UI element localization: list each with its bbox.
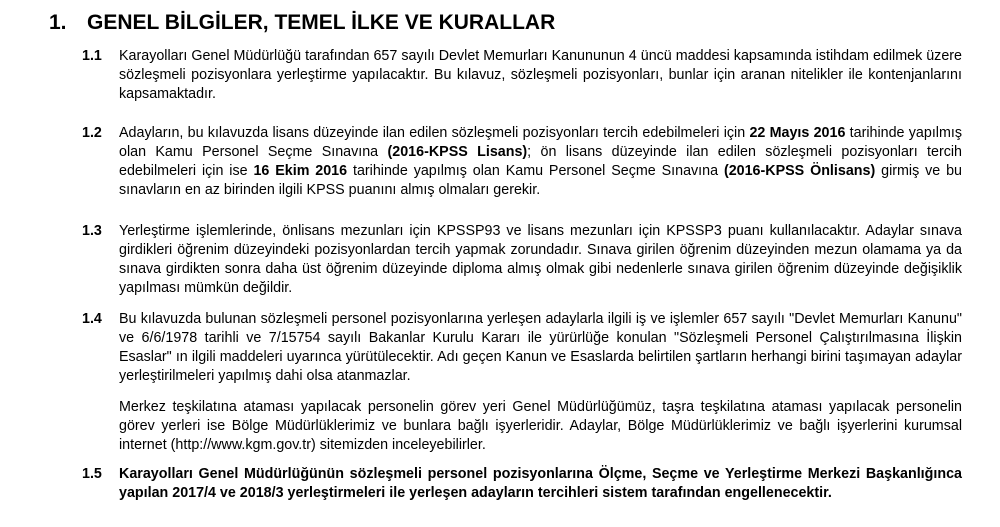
paragraph-text: Karayolları Genel Müdürlüğü tarafından 657 sayılı Devlet Memurları Kanununun 4 üncü maddesi kapsamında istihdam edilmek üzere sözleşmeli pozisyonlara yerleştirme yapılacaktır. Bu kılavuz, sözleşmeli pozisyonları, bunlar için aranan nitelikler ile kontenjanlarını kapsamaktadır. (119, 48, 962, 102)
paragraph-number: 1.1 (82, 48, 102, 64)
paragraph-1-4-continued (82, 398, 962, 455)
section-title: GENEL BİLGİLER, TEMEL İLKE VE KURALLAR (87, 11, 556, 34)
exam-name-lisans: (2016-KPSS Lisans) (387, 144, 528, 160)
paragraph-number: 1.5 (82, 466, 102, 482)
paragraph-number: 1.4 (82, 311, 102, 327)
paragraph-number: 1.2 (82, 125, 102, 141)
paragraph-number: 1.3 (82, 223, 102, 239)
text-run: ; ön lisans düzeyinde ilan edilen sözleşmeli pozisyonları tercih edebilmeleri için ise (119, 144, 962, 179)
section-number: 1. (49, 11, 67, 34)
text-run: Adayların, bu kılavuzda lisans düzeyinde ilan edilen sözleşmeli pozisyonları tercih edebilmeleri için (119, 125, 750, 141)
exam-name-onlisans: (2016-KPSS Önlisans) (723, 163, 876, 179)
text-run: tarihinde yapılmış olan Kamu Personel Seçme Sınavına (119, 125, 962, 160)
paragraph-text: Bu kılavuzda bulunan sözleşmeli personel pozisyonlarına yerleşen adaylarla ilgili iş ve işlemler 657 sayılı "Devlet Memurları Kanunu" ve 6/6/1978 tarihli ve 7/15754 sayılı Bakanlar Kurulu Kararı ile yürürlüğe konulan "Sözleşmeli Personel Çalıştırılmasına İlişkin Esaslar" ın ilgili maddeleri uyarınca yürütülecektir. Adı geçen Kanun ve Esaslarda belirtilen şartların herhangi birini taşımayan adaylar yerleştirilmeleri yapılmış dahi olsa atanmazlar. (119, 311, 962, 384)
paragraph-text: Merkez teşkilatına ataması yapılacak personelin görev yeri Genel Müdürlüğümüz, taşra teşkilatına ataması yapılacak personelin görev yerleri ise Bölge Müdürlüklerimiz ve bunlara bağlı işyerleridir. Adaylar, Bölge Müdürlüklerimiz ve bağlı işyerlerini kurumsal internet (http://www.kgm.gov.tr) sitemizden inceleyebilirler. (119, 399, 962, 453)
paragraph-1-2 (82, 124, 962, 200)
exam-date-lisans: 22 Mayıs 2016 (749, 125, 846, 141)
paragraph-text: Karayolları Genel Müdürlüğünün sözleşmeli personel pozisyonlarına Ölçme, Seçme ve Yerleştirme Merkezi Başkanlığınca yapılan 2017/4 ve 2018/3 yerleştirmeleri ile yerleşen adayların tercihleri sistem tarafından engellenecektir. (119, 466, 962, 501)
text-run: tarihinde yapılmış olan Kamu Personel Seçme Sınavına (347, 163, 724, 179)
text-run: girmiş ve bu sınavların en az birinden ilgili KPSS puanını almış olmaları gerekir. (119, 163, 962, 198)
paragraph-text: Yerleştirme işlemlerinde, önlisans mezunları için KPSSP93 ve lisans mezunları için KPSSP3 puanı kullanılacaktır. Adaylar sınava girdikleri öğrenim düzeyindeki pozisyonlardan tercih yapmak zorundadır. Sınava girilen öğrenim düzeyinden mezun olamama ya da sınava girdikten sonra daha üst öğrenim düzeyinde diploma almış olmak gibi nedenlerle sınava girilen öğrenim düzeyinde değişiklik yapılması mümkün değildir. (119, 223, 962, 296)
exam-date-onlisans: 16 Ekim 2016 (253, 163, 348, 179)
paragraph-1-4 (82, 310, 962, 386)
paragraph-1-5 (82, 465, 962, 503)
paragraph-text (119, 124, 962, 200)
paragraph-1-1 (82, 47, 962, 104)
section-heading (49, 10, 555, 36)
paragraph-1-3 (82, 222, 962, 298)
